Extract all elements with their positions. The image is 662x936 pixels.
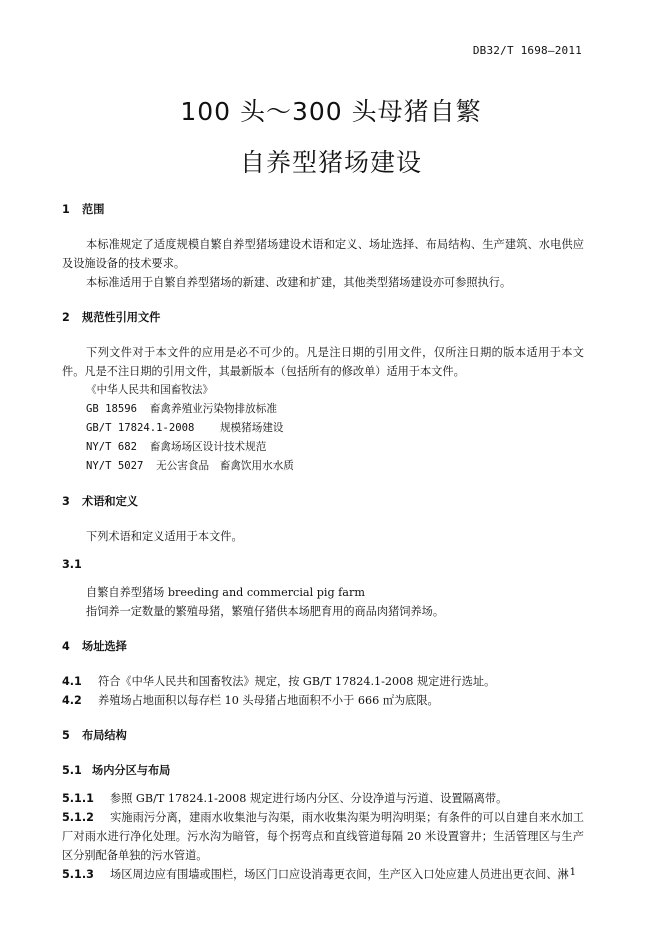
section-number: 2: [62, 311, 70, 324]
section-number: 4: [62, 640, 70, 653]
term-definition: 指饲养一定数量的繁殖母猪，繁殖仔猪供本场肥育用的商品肉猪饲养场。: [86, 605, 445, 618]
section-number: 5: [62, 729, 70, 742]
section-heading-site-selection: [62, 637, 584, 656]
clause: [62, 672, 584, 691]
page-number: 1: [569, 867, 576, 878]
clause: [62, 789, 584, 808]
reference-item: [62, 457, 584, 476]
paragraph: 下列文件对于本文件的应用是必不可少的。凡是注日期的引用文件，仅所注日期的版本适用于本文件。凡是不注日期的引用文件，其最新版本（包括所有的修改单）适用于本文件。: [62, 346, 584, 378]
standard-code: DB32/T 1698—2011: [472, 44, 582, 57]
term-entry: 自繁自养型猪场 breeding and commercial pig farm: [86, 586, 365, 599]
reference-code: NY/T 682: [86, 441, 138, 453]
clause-number: 4.2: [62, 694, 82, 707]
reference-item: [62, 400, 584, 419]
section-number: 1: [62, 203, 70, 216]
clause-text: 实施雨污分离，建雨水收集池与沟渠，雨水收集沟渠为明沟明渠；有条件的可以自建自来水加工厂对雨水进行净化处理。污水沟为暗管，每个拐弯点和直线管道每隔 20 米设置窨井；生活管理区与生产区分别配备单独的污水管道。: [62, 811, 584, 862]
reference-item: [62, 381, 584, 400]
subsection-number: 5.1: [62, 764, 82, 777]
reference-name: 《中华人民共和国畜牧法》: [86, 384, 214, 396]
clause-number: 5.1.3: [62, 868, 94, 881]
clause-text: 养殖场占地面积以每存栏 10 头母猪占地面积不小于 666 ㎡为底限。: [98, 694, 439, 707]
clause-number: 5.1.1: [62, 792, 94, 805]
subsection-title: 场内分区与布局: [92, 764, 171, 777]
reference-name: 无公害食品 畜禽饮用水水质: [156, 460, 294, 472]
reference-name: 畜禽场场区设计技术规范: [149, 441, 267, 453]
section-heading-layout-structure: [62, 726, 584, 745]
section-number: 3: [62, 495, 70, 508]
section-heading-normative-references: [62, 308, 584, 327]
section-title: 布局结构: [82, 729, 127, 742]
reference-name: 畜禽养殖业污染物排放标准: [149, 403, 277, 415]
reference-name: 规模猪场建设: [219, 422, 284, 434]
section-title: 规范性引用文件: [82, 311, 161, 324]
clause: [62, 691, 584, 710]
section-heading-scope: [62, 200, 584, 219]
reference-item: [62, 438, 584, 457]
document-title-line2: 自养型猪场建设: [239, 148, 422, 177]
section-title: 术语和定义: [82, 495, 138, 508]
paragraph: 本标准规定了适度规模自繁自养型猪场建设术语和定义、场址选择、布局结构、生产建筑、水电供应及设施设备的技术要求。: [62, 238, 584, 270]
paragraph: 本标准适用于自繁自养型猪场的新建、改建和扩建，其他类型猪场建设亦可参照执行。: [86, 276, 512, 289]
section-title: 场址选择: [82, 640, 127, 653]
subsection-number: 3.1: [62, 558, 82, 571]
paragraph: 下列术语和定义适用于本文件。: [86, 530, 243, 543]
subsection-heading: [62, 761, 584, 780]
document-body: [62, 200, 584, 884]
clause-text: 参照 GB/T 17824.1-2008 规定进行场内分区、分设净道与污道、设置隔离带。: [110, 792, 508, 805]
clause: [62, 865, 584, 884]
reference-code: GB 18596: [86, 403, 138, 415]
clause-number: 4.1: [62, 675, 82, 688]
document-title-line1: 100 头～300 头母猪自繁: [180, 97, 482, 126]
clause-text: 符合《中华人民共和国畜牧法》规定，按 GB/T 17824.1-2008 规定进行选址。: [98, 675, 496, 688]
section-heading-terms-definitions: [62, 492, 584, 511]
reference-code: NY/T 5027: [86, 460, 144, 472]
reference-code: GB/T 17824.1-2008: [86, 422, 195, 434]
section-title: 范围: [82, 203, 105, 216]
reference-item: [62, 419, 584, 438]
clause-number: 5.1.2: [62, 811, 94, 824]
clause-text: 场区周边应有围墙或围栏，场区门口应设消毒更衣间，生产区入口处应建人员进出更衣间、淋: [110, 868, 569, 881]
clause: [62, 808, 584, 865]
